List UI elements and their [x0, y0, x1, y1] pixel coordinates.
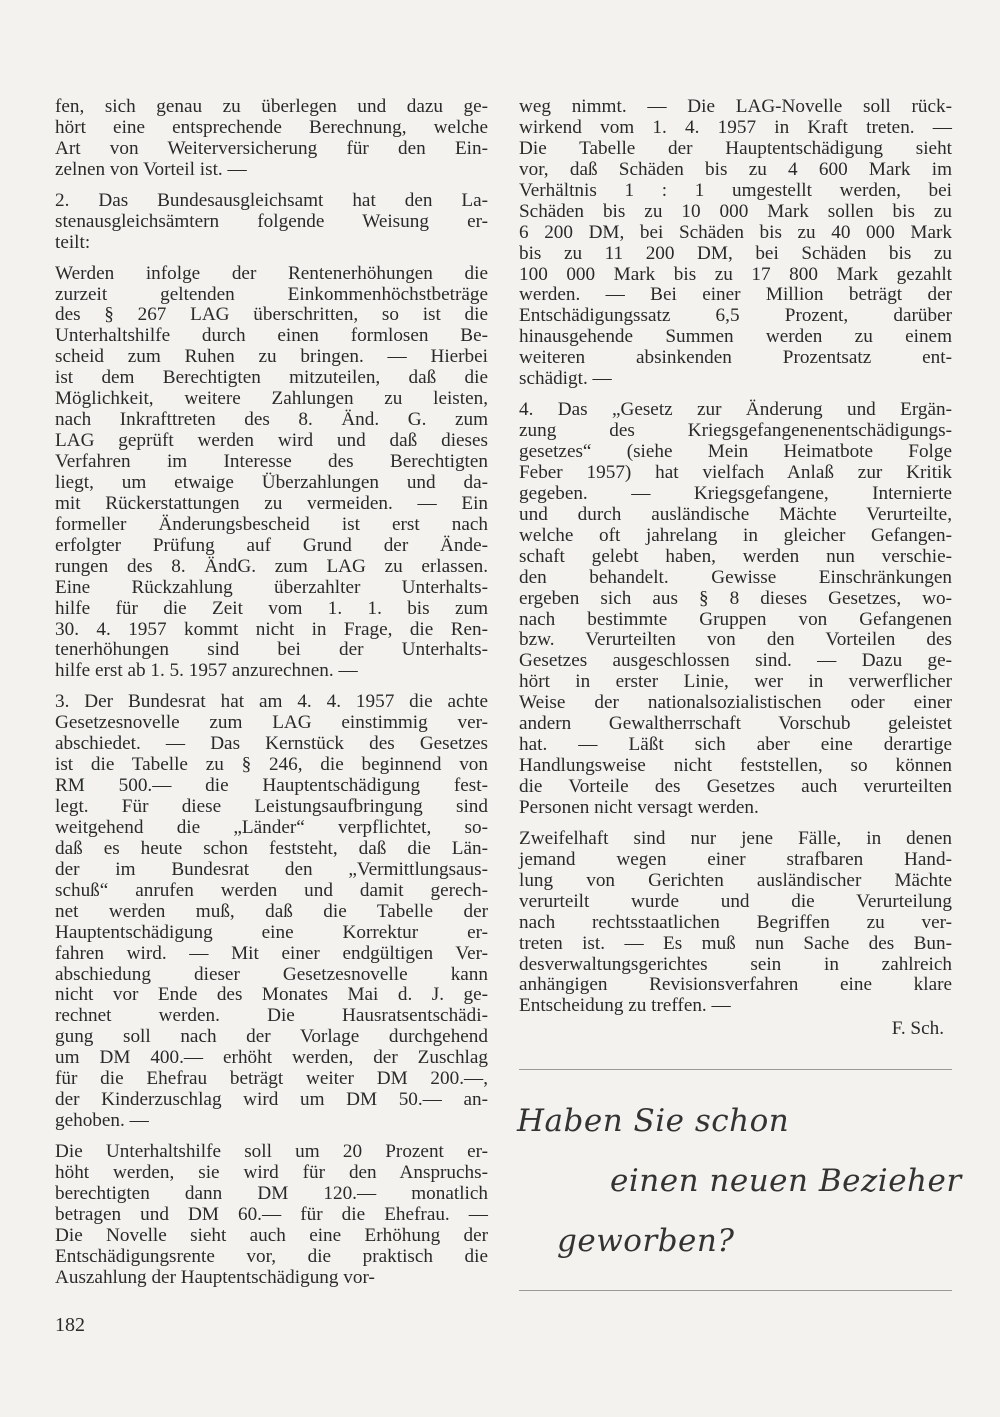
paragraph: [55, 191, 488, 254]
text-line: zelnen von Vorteil ist. —: [55, 158, 247, 180]
text-line: Verfahren im Interesse des Berechtigten: [55, 451, 488, 472]
text-line: die Vorteile des Gesetzes auch verurteilten: [519, 776, 952, 797]
text-line: weg nimmt. — Die LAG-Novelle soll rück-: [519, 96, 952, 117]
author-signature: F. Sch.: [891, 1018, 944, 1040]
text-line: hilfe erst ab 1. 5. 1957 anzurechnen. —: [55, 660, 358, 682]
text-line: Weise der nationalsozialistischen oder einer: [519, 692, 952, 714]
text-line: hat. — Läßt sich aber eine derartige: [519, 734, 952, 756]
text-line: zung des Kriegsgefangenenentschädigungs-: [519, 420, 952, 442]
text-line: und durch ausländische Mächte Verurteilte,: [519, 503, 952, 525]
paragraph: [55, 97, 488, 181]
text-line: weitgehend die „Länder“ verpflichtet, so-: [55, 816, 488, 838]
text-line: scheid zum Ruhen zu bringen. — Hierbei: [55, 346, 488, 368]
text-line: Unterhaltshilfe durch einen formlosen Be-: [55, 325, 488, 347]
text-line: bis zu 11 200 DM, bei Schäden bis zu: [519, 242, 952, 264]
text-line: gegeben. — Kriegsgefangene, Internierte: [519, 482, 952, 504]
text-line: ergeben sich aus § 8 dieses Gesetzes, wo-: [519, 587, 952, 609]
text-line: ist die Tabelle zu § 246, die beginnend von: [55, 754, 488, 776]
text-line: betragen und DM 60.— für die Ehefrau. —: [55, 1203, 488, 1225]
text-line: andern Gewaltherrschaft Vorschub geleistet: [519, 713, 952, 735]
text-line: Art von Weiterversicherung für den Ein-: [55, 137, 488, 159]
text-line: fahren wird. — Mit einer endgültigen Ver-: [55, 942, 488, 964]
text-line: abschiedung dieser Gesetzesnovelle kann: [55, 963, 488, 985]
text-line: net werden muß, daß die Tabelle der: [55, 900, 488, 922]
text-line: Die Unterhaltshilfe soll um 20 Prozent er-: [55, 1141, 488, 1162]
promo-line-1: Haben Sie schon: [517, 1103, 790, 1139]
paragraph: [519, 400, 952, 819]
text-line: Feber 1957) hat vielfach Anlaß zur Kritik: [519, 461, 952, 483]
text-line: fen, sich genau zu überlegen und dazu ge-: [55, 96, 488, 117]
text-line: Auszahlung der Hauptentschädigung vor-: [55, 1266, 375, 1288]
text-line: Möglichkeit, weitere Zahlungen zu leisten,: [55, 388, 488, 410]
text-line: Die Novelle sieht auch eine Erhöhung der: [55, 1224, 488, 1246]
text-line: schädigt. —: [519, 368, 612, 390]
promo-bottom-rule: [519, 1290, 952, 1291]
text-line: Schäden bis zu 10 000 Mark sollen bis zu: [519, 200, 952, 222]
text-line: Werden infolge der Rentenerhöhungen die: [55, 262, 488, 284]
promo-line-3: geworben?: [557, 1223, 735, 1259]
text-line: 4. Das „Gesetz zur Änderung und Ergän-: [519, 399, 952, 421]
promo-top-rule: [519, 1069, 952, 1070]
text-line: teilt:: [55, 231, 91, 253]
text-line: schuß“ anrufen werden und damit gerech-: [55, 879, 488, 901]
text-line: jemand wegen einer strafbaren Hand-: [519, 848, 952, 870]
text-line: formeller Änderungsbescheid ist erst nach: [55, 513, 488, 535]
text-line: LAG geprüft werden wird und daß dieses: [55, 430, 488, 452]
text-line: Verhältnis 1 : 1 umgestellt werden, bei: [519, 179, 952, 201]
text-line: verurteilt wurde und die Verurteilung: [519, 890, 952, 912]
text-line: hört eine entsprechende Berechnung, welche: [55, 116, 488, 138]
text-line: nach Inkrafttreten des 8. Änd. G. zum: [55, 409, 488, 431]
text-line: 2. Das Bundesausgleichsamt hat den La-: [55, 189, 488, 211]
text-line: Entschädigungsrente vor, die praktisch die: [55, 1245, 488, 1267]
text-line: Handlungsweise nicht feststellen, so können: [519, 755, 952, 777]
text-line: wirkend vom 1. 4. 1957 in Kraft treten. —: [519, 116, 952, 138]
text-line: Entscheidung zu treffen. —: [519, 995, 731, 1017]
text-line: gung soll nach der Vorlage durchgehend: [55, 1026, 488, 1048]
text-line: schaft gelebt haben, werden nun verschie-: [519, 545, 952, 567]
text-line: Eine Rückzahlung überzahlter Unterhalts-: [55, 576, 488, 598]
text-line: gesetzes“ (siehe Mein Heimatbote Folge: [519, 441, 952, 462]
text-line: nach bestimmte Gruppen von Gefangenen: [519, 608, 952, 630]
text-line: welche oft jahrelang in gleicher Gefangen-: [519, 524, 952, 546]
text-line: erfolgter Prüfung auf Grund der Ände-: [55, 534, 488, 556]
text-line: 100 000 Mark bis zu 17 800 Mark gezahlt: [519, 263, 952, 285]
text-line: des § 267 LAG überschritten, so ist die: [55, 304, 488, 326]
paragraph: [55, 264, 488, 683]
text-line: für die Ehefrau beträgt weiter DM 200.—,: [55, 1068, 488, 1090]
text-line: tenerhöhungen sind bei der Unterhalts-: [55, 639, 488, 661]
text-line: nach rechtsstaatlichen Begriffen zu ver-: [519, 911, 952, 933]
left-column: [55, 97, 488, 1299]
text-line: Entschädigungssatz 6,5 Prozent, darüber: [519, 305, 952, 327]
text-line: desverwaltungsgerichtes sein in zahlreich: [519, 953, 952, 975]
text-line: ist dem Berechtigten mitzuteilen, daß die: [55, 367, 488, 389]
text-line: Gesetzesnovelle zum LAG einstimmig ver-: [55, 712, 488, 734]
text-line: Die Tabelle der Hauptentschädigung sieht: [519, 137, 952, 159]
paragraph: [519, 829, 952, 1017]
text-line: 6 200 DM, bei Schäden bis zu 40 000 Mark: [519, 221, 952, 243]
paragraph: [55, 692, 488, 1132]
text-line: Hauptentschädigung eine Korrektur er-: [55, 921, 488, 943]
text-line: höht werden, sie wird für den Anspruchs-: [55, 1161, 488, 1183]
text-line: nicht vor Ende des Monates Mai d. J. ge-: [55, 984, 488, 1006]
text-line: anhängigen Revisionsverfahren eine klare: [519, 974, 952, 996]
page-number: 182: [55, 1314, 85, 1336]
text-line: liegt, um etwaige Überzahlungen und da-: [55, 471, 488, 493]
text-line: Personen nicht versagt werden.: [519, 796, 759, 818]
text-line: hört in erster Linie, wer in verwerflicher: [519, 671, 952, 693]
text-line: RM 500.— die Hauptentschädigung fest-: [55, 775, 488, 797]
paragraph: [519, 97, 952, 390]
text-line: bzw. Verurteilten von den Vorteilen des: [519, 629, 952, 651]
text-line: lung von Gerichten ausländischer Mächte: [519, 869, 952, 891]
text-line: daß es heute schon feststeht, daß die Län-: [55, 837, 488, 859]
text-line: um DM 400.— erhöht werden, der Zuschlag: [55, 1047, 488, 1069]
text-line: abschiedet. — Das Kernstück des Gesetzes: [55, 733, 488, 755]
text-line: rungen des 8. ÄndG. zum LAG zu erlassen.: [55, 555, 488, 577]
text-line: 30. 4. 1957 kommt nicht in Frage, die Ren-: [55, 618, 488, 640]
text-line: vor, daß Schäden bis zu 4 600 Mark im: [519, 158, 952, 180]
text-line: der Kinderzuschlag wird um DM 50.— an-: [55, 1089, 488, 1111]
text-line: berechtigten dann DM 120.— monatlich: [55, 1182, 488, 1204]
text-line: zurzeit geltenden Einkommenhöchstbeträge: [55, 283, 488, 305]
text-line: gehoben. —: [55, 1110, 149, 1132]
text-line: treten ist. — Es muß nun Sache des Bun-: [519, 932, 952, 954]
text-line: hilfe für die Zeit vom 1. 1. bis zum: [55, 597, 488, 619]
text-line: stenausgleichsämtern folgende Weisung er-: [55, 210, 488, 232]
text-line: mit Rückerstattungen zu vermeiden. — Ein: [55, 492, 488, 514]
right-column: [519, 97, 952, 1040]
text-line: rechnet werden. Die Hausratsentschädi-: [55, 1005, 488, 1027]
text-line: Gesetzes ausgeschlossen sind. — Dazu ge-: [519, 650, 952, 672]
text-line: der im Bundesrat den „Vermittlungsaus-: [55, 858, 488, 880]
text-line: werden. — Bei einer Million beträgt der: [519, 284, 952, 306]
text-line: 3. Der Bundesrat hat am 4. 4. 1957 die achte: [55, 691, 488, 713]
text-line: hinausgehende Summen werden zu einem: [519, 326, 952, 348]
text-line: legt. Für diese Leistungsaufbringung sind: [55, 796, 488, 817]
text-line: weiteren absinkenden Prozentsatz ent-: [519, 347, 952, 369]
promo-line-2: einen neuen Bezieher: [610, 1163, 962, 1199]
text-line: Zweifelhaft sind nur jene Fälle, in denen: [519, 827, 952, 849]
text-line: den behandelt. Gewisse Einschränkungen: [519, 566, 952, 588]
paragraph: [55, 1142, 488, 1289]
